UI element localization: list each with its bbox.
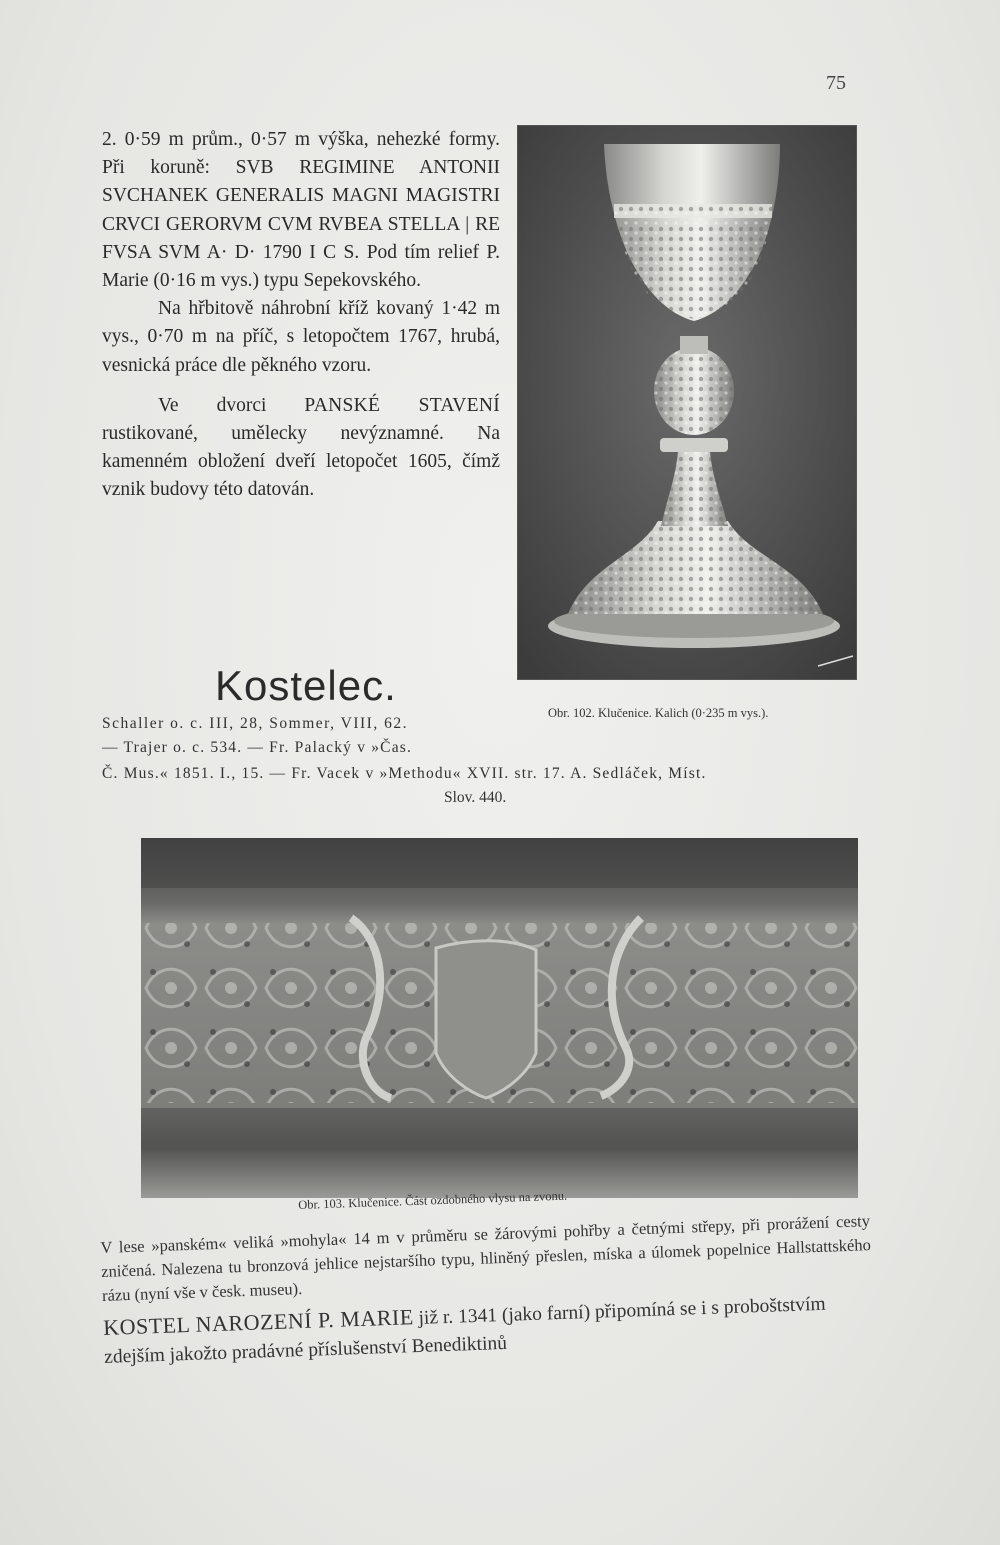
bell-frieze-photo <box>141 838 858 1198</box>
bibliography-line-1: Schaller o. c. III, 28, Sommer, VIII, 62. <box>102 715 408 732</box>
chalice-photo <box>517 125 857 680</box>
church-rest: již r. 1341 (jako farní) připomíná se i s proboštstvím zdejším jakožto pradávné příslušenství Benediktinů <box>103 1293 826 1368</box>
manor-lead: Ve dvorci <box>158 394 305 416</box>
figure-103-caption: Obr. 103. Klučenice. Část ozdobného vlysu na zvonu. <box>298 1188 568 1212</box>
paragraph-chalice-description: 2. 0·59 m prům., 0·57 m výška, nehezké formy. Při koruně: SVB REGIMINE ANTONII SVCHANEK GENERALIS MAGNI MAGISTRI CRVCI GERORVM CVM RVBEA STELLA | RE FVSA SVM A· D· 1790 I C S. Pod tím relief P. Marie (0·16 m vys.) typu Sepekovského. <box>102 129 500 292</box>
bibliography-line-2: — Trajer o. c. 534. — Fr. Palacký v »Čas. <box>102 739 413 756</box>
paragraph-manor-building <box>102 392 500 505</box>
church-caps: KOSTEL NAROZENÍ P. MARIE <box>102 1304 415 1340</box>
manor-rest: rustikované, umělecky nevýznamné. Na kamenném obložení dveří letopočet 1605, čímž vznik budovy této datován. <box>102 423 500 501</box>
manor-caps: PANSKÉ STAVENÍ <box>304 394 500 416</box>
paragraph-burial-mound: V lese »panském« veliká »mohyla« 14 m v průměru se žárovými pohřby a četnými střepy, při prorážení cesty zničená. Nalezena tu bronzová jehlice nejstaršího typu, hliněný přeslen, míska a úlomek popelnice Hallstattského rázu (nyní vše v česk. museu). <box>100 1211 872 1305</box>
section-heading: Kostelec. <box>215 662 397 709</box>
paragraph-cemetery-cross: Na hřbitově náhrobní kříž kovaný 1·42 m vys., 0·70 m na příč, s letopočtem 1767, hrubá, vesnická práce dle pěkného vzoru. <box>102 298 500 376</box>
page-number: 75 <box>826 72 846 94</box>
bibliography-line-3: Č. Mus.« 1851. I., 15. — Fr. Vacek v »Methodu« XVII. str. 17. A. Sedláček, Míst. <box>102 765 707 782</box>
bottom-text-block <box>100 1209 874 1372</box>
bibliography-line-4: Slov. 440. <box>444 789 507 806</box>
figure-102-caption: Obr. 102. Klučenice. Kalich (0·235 m vys.). <box>548 706 769 720</box>
left-column-text <box>102 126 500 505</box>
